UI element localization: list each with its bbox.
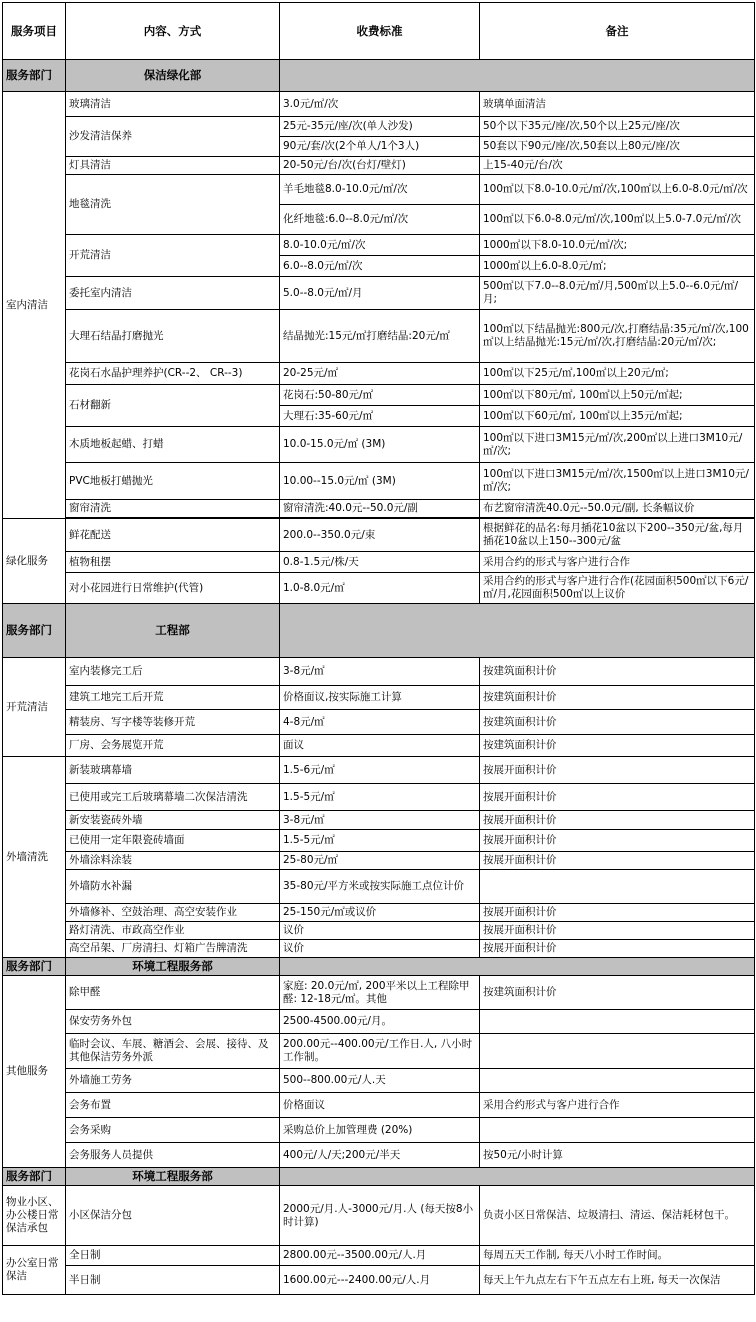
- table-row: [3, 117, 755, 137]
- note-cell: 按展开面积计价: [480, 904, 755, 922]
- note-cell: 100㎡以下进口3M15元/㎡/次,1500㎡以上进口3M10元/㎡/次;: [480, 463, 755, 500]
- content-cell: 半日制: [66, 1266, 280, 1295]
- section-name: 保洁绿化部: [66, 60, 280, 92]
- content-cell: 鲜花配送: [66, 519, 280, 552]
- content-cell: 石材翻新: [66, 385, 280, 427]
- section-label: 服务部门: [3, 1168, 66, 1186]
- fee-cell: 25-150元/㎡或议价: [280, 904, 480, 922]
- note-cell: [480, 1118, 755, 1143]
- note-cell: 按建筑面积计价: [480, 686, 755, 710]
- section-row: [3, 60, 755, 92]
- fee-cell: 25-80元/㎡: [280, 852, 480, 870]
- content-cell: 外墙施工劳务: [66, 1069, 280, 1093]
- fee-cell: 10.00--15.0元/㎡ (3M): [280, 463, 480, 500]
- note-cell: 50套以下90元/座/次,50套以上80元/座/次: [480, 137, 755, 157]
- fee-cell: 面议: [280, 735, 480, 757]
- fee-cell: 90元/套/次(2个单人/1个3人): [280, 137, 480, 157]
- section-name: 环境工程服务部: [66, 958, 280, 976]
- content-cell: 保安劳务外包: [66, 1010, 280, 1034]
- table-row: [3, 784, 755, 811]
- fee-cell: 2800.00元--3500.00元/人.月: [280, 1246, 480, 1266]
- note-cell: 布艺窗帘清洗40.0元--50.0元/副, 长条幅议价: [480, 500, 755, 518]
- note-cell: 100㎡以下80元/㎡, 100㎡以上50元/㎡起;: [480, 385, 755, 406]
- content-cell: 地毯清洗: [66, 175, 280, 235]
- fee-cell: 500--800.00元/人.天: [280, 1069, 480, 1093]
- fee-cell: 10.0-15.0元/㎡ (3M): [280, 427, 480, 463]
- fee-cell: 20-50元/台/次(台灯/壁灯): [280, 157, 480, 175]
- section-row: [3, 1168, 755, 1186]
- fee-cell: 5.0--8.0元/㎡/月: [280, 277, 480, 310]
- fee-cell: 200.00元--400.00元/工作日.人, 八小时工作制。: [280, 1034, 480, 1069]
- table-row: [3, 922, 755, 940]
- note-cell: 按展开面积计价: [480, 811, 755, 830]
- category-cell: 办公室日常保洁: [3, 1246, 66, 1295]
- content-cell: 会务采购: [66, 1118, 280, 1143]
- content-cell: PVC地板打蜡抛光: [66, 463, 280, 500]
- note-cell: 采用合约的形式与客户进行合作: [480, 552, 755, 573]
- note-cell: 采用合约形式与客户进行合作: [480, 1093, 755, 1118]
- content-cell: 已使用或完工后玻璃幕墙二次保洁清洗: [66, 784, 280, 811]
- table-row: [3, 735, 755, 757]
- content-cell: 外墙修补、空鼓治理、高空安装作业: [66, 904, 280, 922]
- fee-cell: 2000元/月.人-3000元/月.人 (每天按8小时计算): [280, 1186, 480, 1246]
- table-row: [3, 940, 755, 958]
- table-row: [3, 235, 755, 256]
- fee-cell: 1600.00元---2400.00元/人.月: [280, 1266, 480, 1295]
- fee-cell: 0.8-1.5元/株/天: [280, 552, 480, 573]
- table-row: [3, 757, 755, 784]
- header-content: 内容、方式: [66, 3, 280, 60]
- note-cell: [480, 1034, 755, 1069]
- category-cell: 开荒清洁: [3, 658, 66, 757]
- table-row: [3, 385, 755, 406]
- content-cell: 窗帘清洗: [66, 500, 280, 518]
- table-row: [3, 1186, 755, 1246]
- section-fill: [280, 60, 755, 92]
- header-row: [3, 3, 755, 60]
- note-cell: 上15-40元/台/次: [480, 157, 755, 175]
- content-cell: 沙发清洁保养: [66, 117, 280, 157]
- fee-cell: 价格面议: [280, 1093, 480, 1118]
- table-row: [3, 976, 755, 1010]
- table-row: [3, 363, 755, 385]
- note-cell: 100㎡以下进口3M15元/㎡/次,200㎡以上进口3M10元/㎡/次;: [480, 427, 755, 463]
- fee-cell: 议价: [280, 940, 480, 958]
- fee-cell: 1.5-5元/㎡: [280, 784, 480, 811]
- table-row: [3, 904, 755, 922]
- note-cell: 100㎡以下25元/㎡,100㎡以上20元/㎡;: [480, 363, 755, 385]
- table-row: [3, 500, 755, 518]
- fee-cell: 议价: [280, 922, 480, 940]
- table-row: [3, 519, 755, 552]
- note-cell: 负责小区日常保洁、垃圾清扫、清运、保洁耗材包干。: [480, 1186, 755, 1246]
- section-label: 服务部门: [3, 604, 66, 658]
- section-row: [3, 958, 755, 976]
- table-row: [3, 552, 755, 573]
- section-row: [3, 604, 755, 658]
- header-note: 备注: [480, 3, 755, 60]
- content-cell: 植物租摆: [66, 552, 280, 573]
- note-cell: 按展开面积计价: [480, 757, 755, 784]
- category-cell: 绿化服务: [3, 519, 66, 604]
- content-cell: 临时会议、车展、糖酒会、会展、接待、及其他保洁劳务外派: [66, 1034, 280, 1069]
- note-cell: 按建筑面积计价: [480, 735, 755, 757]
- section-label: 服务部门: [3, 60, 66, 92]
- category-cell: 其他服务: [3, 976, 66, 1168]
- content-cell: 新装玻璃幕墙: [66, 757, 280, 784]
- table-row: [3, 157, 755, 175]
- content-cell: 路灯清洗、市政高空作业: [66, 922, 280, 940]
- table-row: [3, 686, 755, 710]
- table-row: [3, 1246, 755, 1266]
- note-cell: 按建筑面积计价: [480, 658, 755, 686]
- note-cell: 按50元/小时计算: [480, 1143, 755, 1168]
- note-cell: 按建筑面积计价: [480, 976, 755, 1010]
- fee-cell: 6.0--8.0元/㎡/次: [280, 256, 480, 277]
- note-cell: 500㎡以下7.0--8.0元/㎡/月,500㎡以上5.0--6.0元/㎡/月;: [480, 277, 755, 310]
- content-cell: 厂房、会务展览开荒: [66, 735, 280, 757]
- note-cell: 100㎡以下60元/㎡, 100㎡以上35元/㎡起;: [480, 406, 755, 427]
- note-cell: 每周五天工作制, 每天八小时工作时间。: [480, 1246, 755, 1266]
- content-cell: 精装房、写字楼等装修开荒: [66, 710, 280, 735]
- note-cell: [480, 1010, 755, 1034]
- note-cell: [480, 1069, 755, 1093]
- section-fill: [280, 958, 755, 976]
- content-cell: 小区保洁分包: [66, 1186, 280, 1246]
- content-cell: 高空吊架、厂房清扫、灯箱广告牌清洗: [66, 940, 280, 958]
- content-cell: 委托室内清洁: [66, 277, 280, 310]
- section-fill: [280, 1168, 755, 1186]
- content-cell: 除甲醛: [66, 976, 280, 1010]
- note-cell: 100㎡以下8.0-10.0元/㎡/次,100㎡以上6.0-8.0元/㎡/次: [480, 175, 755, 205]
- note-cell: [480, 870, 755, 904]
- fee-cell: 8.0-10.0元/㎡/次: [280, 235, 480, 256]
- table-row: [3, 175, 755, 205]
- fee-cell: 35-80元/平方米或按实际施工点位计价: [280, 870, 480, 904]
- fee-cell: 化纤地毯:6.0--8.0元/㎡/次: [280, 205, 480, 235]
- note-cell: 每天上午九点左右下午五点左右上班, 每天一次保洁: [480, 1266, 755, 1295]
- section-name: 环境工程服务部: [66, 1168, 280, 1186]
- table-row: [3, 1118, 755, 1143]
- price-table: [2, 2, 755, 1295]
- fee-cell: 采购总价上加管理费 (20%): [280, 1118, 480, 1143]
- fee-cell: 3-8元/㎡: [280, 658, 480, 686]
- note-cell: 按建筑面积计价: [480, 710, 755, 735]
- fee-cell: 价格面议,按实际施工计算: [280, 686, 480, 710]
- fee-cell: 花岗石:50-80元/㎡: [280, 385, 480, 406]
- fee-cell: 1.0-8.0元/㎡: [280, 573, 480, 604]
- table-row: [3, 1266, 755, 1295]
- category-cell: 外墙清洗: [3, 757, 66, 958]
- note-cell: 1000㎡以下8.0-10.0元/㎡/次;: [480, 235, 755, 256]
- table-row: [3, 427, 755, 463]
- fee-cell: 结晶抛光:15元/㎡打磨结晶:20元/㎡: [280, 310, 480, 363]
- note-cell: 采用合约的形式与客户进行合作(花园面积500㎡以下6元/㎡/月,花园面积500㎡以上议价: [480, 573, 755, 604]
- content-cell: 对小花园进行日常维护(代管): [66, 573, 280, 604]
- content-cell: 会务布置: [66, 1093, 280, 1118]
- fee-cell: 大理石:35-60元/㎡: [280, 406, 480, 427]
- content-cell: 全日制: [66, 1246, 280, 1266]
- table-row: [3, 852, 755, 870]
- content-cell: 玻璃清洁: [66, 92, 280, 117]
- table-row: [3, 870, 755, 904]
- fee-cell: 25元-35元/座/次(单人沙发): [280, 117, 480, 137]
- content-cell: 大理石结晶打磨抛光: [66, 310, 280, 363]
- note-cell: 玻璃单面清洁: [480, 92, 755, 117]
- table-row: [3, 658, 755, 686]
- table-row: [3, 1093, 755, 1118]
- note-cell: 100㎡以下6.0-8.0元/㎡/次,100㎡以上5.0-7.0元/㎡/次: [480, 205, 755, 235]
- table-row: [3, 710, 755, 735]
- table-row: [3, 310, 755, 363]
- note-cell: 100㎡以下结晶抛光:800元/次,打磨结晶:35元/㎡/次,100㎡以上结晶抛光:15元/㎡/次,打磨结晶:20元/㎡/次;: [480, 310, 755, 363]
- table-row: [3, 1034, 755, 1069]
- table-row: [3, 1143, 755, 1168]
- category-cell: 物业小区、办公楼日常保洁承包: [3, 1186, 66, 1246]
- fee-cell: 1.5-6元/㎡: [280, 757, 480, 784]
- table-row: [3, 277, 755, 310]
- fee-cell: 窗帘清洗:40.0元--50.0元/副: [280, 500, 480, 518]
- content-cell: 花岗石水晶护理养护(CR--2、 CR--3): [66, 363, 280, 385]
- note-cell: 按展开面积计价: [480, 784, 755, 811]
- section-name: 工程部: [66, 604, 280, 658]
- content-cell: 建筑工地完工后开荒: [66, 686, 280, 710]
- content-cell: 室内装修完工后: [66, 658, 280, 686]
- note-cell: 按展开面积计价: [480, 922, 755, 940]
- table-row: [3, 463, 755, 500]
- content-cell: 外墙涂料涂装: [66, 852, 280, 870]
- table-row: [3, 1069, 755, 1093]
- fee-cell: 家庭: 20.0元/㎡, 200平米以上工程除甲醛: 12-18元/㎡。其他: [280, 976, 480, 1010]
- content-cell: 开荒清洁: [66, 235, 280, 277]
- fee-cell: 羊毛地毯8.0-10.0元/㎡/次: [280, 175, 480, 205]
- table-row: [3, 573, 755, 604]
- note-cell: 根据鲜花的品名:每月插花10盆以下200--350元/盆,每月插花10盆以上150--300元/盆: [480, 519, 755, 552]
- content-cell: 木质地板起蜡、打蜡: [66, 427, 280, 463]
- note-cell: 50个以下35元/座/次,50个以上25元/座/次: [480, 117, 755, 137]
- fee-cell: 400元/人/天;200元/半天: [280, 1143, 480, 1168]
- fee-cell: 4-8元/㎡: [280, 710, 480, 735]
- content-cell: 灯具清洁: [66, 157, 280, 175]
- fee-cell: 20-25元/㎡: [280, 363, 480, 385]
- content-cell: 外墙防水补漏: [66, 870, 280, 904]
- note-cell: 1000㎡以上6.0-8.0元/㎡;: [480, 256, 755, 277]
- header-fee: 收费标准: [280, 3, 480, 60]
- section-label: 服务部门: [3, 958, 66, 976]
- content-cell: 已使用一定年限瓷砖墙面: [66, 830, 280, 852]
- header-service-item: 服务项目: [3, 3, 66, 60]
- table-row: [3, 92, 755, 117]
- fee-cell: 3-8元/㎡: [280, 811, 480, 830]
- fee-cell: 3.0元/㎡/次: [280, 92, 480, 117]
- category-cell: 室内清洁: [3, 92, 66, 519]
- table-row: [3, 811, 755, 830]
- table-row: [3, 1010, 755, 1034]
- note-cell: 按展开面积计价: [480, 940, 755, 958]
- content-cell: 会务服务人员提供: [66, 1143, 280, 1168]
- fee-cell: 200.0--350.0元/束: [280, 519, 480, 552]
- fee-cell: 1.5-5元/㎡: [280, 830, 480, 852]
- note-cell: 按展开面积计价: [480, 852, 755, 870]
- table-row: [3, 830, 755, 852]
- content-cell: 新安装瓷砖外墙: [66, 811, 280, 830]
- fee-cell: 2500-4500.00元/月。: [280, 1010, 480, 1034]
- note-cell: 按展开面积计价: [480, 830, 755, 852]
- section-fill: [280, 604, 755, 658]
